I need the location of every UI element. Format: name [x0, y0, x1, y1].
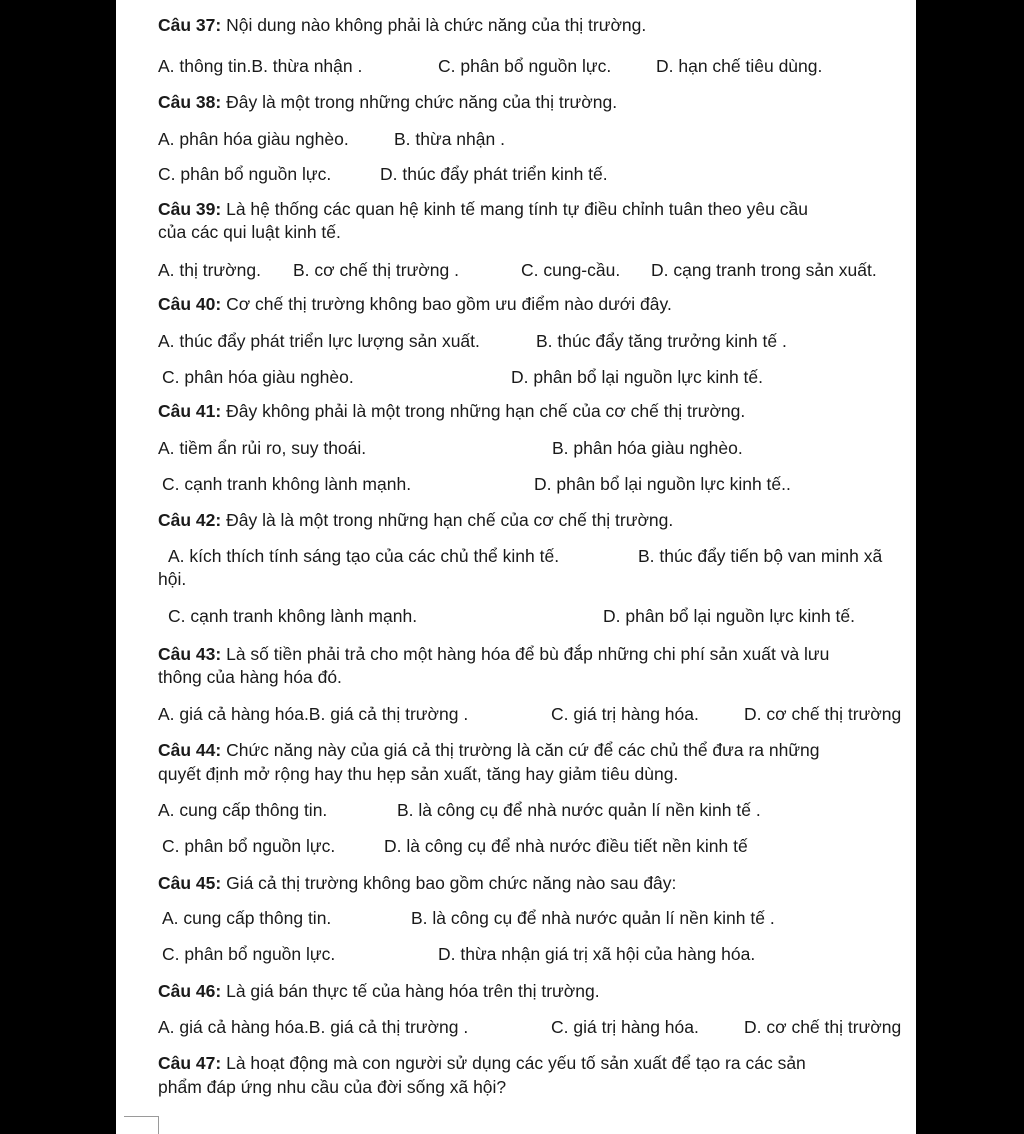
option-d: D. thúc đẩy phát triển kinh tế.	[380, 164, 608, 184]
question-47-stem-cont: phẩm đáp ứng nhu cầu của đời sống xã hội?	[158, 1077, 507, 1097]
option-d: D. hạn chế tiêu dùng.	[656, 56, 823, 76]
option-c: C. giá trị hàng hóa.	[551, 1017, 699, 1037]
question-42-options-row2	[116, 605, 916, 627]
question-number: Câu 44:	[158, 740, 222, 760]
option-b: B. thừa nhận .	[394, 129, 505, 149]
option-d: D. phân bổ lại nguồn lực kinh tế.	[511, 367, 764, 387]
question-39-stem-cont: của các qui luật kinh tế.	[158, 222, 341, 242]
question-text: Đây không phải là một trong những hạn chế của cơ chế thị trường.	[221, 401, 746, 421]
question-text: Giá cả thị trường không bao gồm chức năng nào sau đây:	[221, 873, 677, 893]
option-c: C. phân bổ nguồn lực.	[158, 164, 332, 184]
question-text: Là hoạt động mà con người sử dụng các yếu tố sản xuất để tạo ra các sản	[221, 1053, 806, 1073]
question-46-stem	[158, 980, 600, 1002]
option-a: A. kích thích tính sáng tạo của các chủ thể kinh tế.	[168, 546, 560, 566]
option-b: B. là công cụ để nhà nước quản lí nền kinh tế .	[397, 800, 761, 820]
question-37-stem	[158, 14, 646, 36]
option-b: B. thúc đẩy tăng trưởng kinh tế .	[536, 331, 787, 351]
question-number: Câu 40:	[158, 294, 222, 314]
question-number: Câu 47:	[158, 1053, 222, 1073]
option-a: A. tiềm ẩn rủi ro, suy thoái.	[158, 438, 367, 458]
question-41-options-row2	[116, 473, 916, 495]
question-number: Câu 45:	[158, 873, 222, 893]
option-a: A. cung cấp thông tin.	[158, 800, 328, 820]
option-a-b: A. giá cả hàng hóa.B. giá cả thị trường .	[158, 704, 469, 724]
option-d: D. phân bổ lại nguồn lực kinh tế.	[603, 606, 856, 626]
question-42-stem	[158, 509, 673, 531]
question-40-options-row2	[116, 366, 916, 388]
question-text: Đây là là một trong những hạn chế của cơ chế thị trường.	[221, 510, 674, 530]
question-38-options-row2	[116, 163, 916, 185]
question-43-stem-cont: thông của hàng hóa đó.	[158, 667, 342, 687]
question-text: Là hệ thống các quan hệ kinh tế mang tính tự điều chỉnh tuân theo yêu cầu	[221, 199, 808, 219]
option-c: C. phân hóa giàu nghèo.	[162, 367, 354, 387]
question-41-stem	[158, 400, 745, 422]
question-46-options	[116, 1016, 916, 1038]
question-41-options-row1	[116, 437, 916, 459]
option-a: A. thúc đẩy phát triển lực lượng sản xuất.	[158, 331, 480, 351]
option-c: C. cạnh tranh không lành mạnh.	[162, 474, 412, 494]
option-c: C. phân bổ nguồn lực.	[162, 944, 336, 964]
option-d: D. phân bổ lại nguồn lực kinh tế..	[534, 474, 791, 494]
document-page	[116, 0, 916, 1134]
question-42-options-row1	[116, 545, 916, 567]
question-40-stem	[158, 293, 672, 315]
option-c: C. cạnh tranh không lành mạnh.	[168, 606, 418, 626]
question-number: Câu 42:	[158, 510, 222, 530]
option-c: C. cung-cầu.	[521, 260, 621, 280]
question-44-stem	[158, 739, 820, 761]
question-text: Cơ chế thị trường không bao gồm ưu điểm nào dưới đây.	[221, 294, 672, 314]
option-b: B. thúc đẩy tiến bộ van minh xã	[638, 546, 883, 566]
option-a-b: A. giá cả hàng hóa.B. giá cả thị trường .	[158, 1017, 469, 1037]
question-text: Là giá bán thực tế của hàng hóa trên thị trường.	[221, 981, 600, 1001]
question-text: Đây là một trong những chức năng của thị trường.	[221, 92, 618, 112]
option-d: D. cơ chế thị trường	[744, 704, 902, 724]
option-b: B. cơ chế thị trường .	[293, 260, 459, 280]
question-43-options	[116, 703, 916, 725]
option-c: C. phân bổ nguồn lực.	[438, 56, 612, 76]
page-corner-mark	[124, 1116, 159, 1134]
question-text: Nội dung nào không phải là chức năng của thị trường.	[221, 15, 647, 35]
question-44-options-row2	[116, 835, 916, 857]
question-number: Câu 38:	[158, 92, 222, 112]
option-d: D. thừa nhận giá trị xã hội của hàng hóa.	[438, 944, 756, 964]
question-40-options-row1	[116, 330, 916, 352]
option-a: A. phân hóa giàu nghèo.	[158, 129, 349, 149]
question-38-options-row1	[116, 128, 916, 150]
question-number: Câu 37:	[158, 15, 222, 35]
option-b: B. phân hóa giàu nghèo.	[552, 438, 743, 458]
question-39-stem	[158, 198, 808, 220]
option-d: D. cơ chế thị trường	[744, 1017, 902, 1037]
question-43-stem	[158, 643, 829, 665]
question-text: Chức năng này của giá cả thị trường là căn cứ để các chủ thể đưa ra những	[221, 740, 820, 760]
question-number: Câu 39:	[158, 199, 222, 219]
option-a: A. thị trường.	[158, 260, 261, 280]
question-37-options	[116, 55, 916, 77]
question-39-options	[116, 259, 916, 281]
option-b-wrap: hội.	[158, 569, 187, 589]
question-44-options-row1	[116, 799, 916, 821]
question-47-stem	[158, 1052, 806, 1074]
question-45-options-row2	[116, 943, 916, 965]
question-number: Câu 41:	[158, 401, 222, 421]
question-number: Câu 43:	[158, 644, 222, 664]
option-c: C. phân bổ nguồn lực.	[162, 836, 336, 856]
option-d: D. là công cụ để nhà nước điều tiết nền kinh tế	[384, 836, 748, 856]
option-b: B. là công cụ để nhà nước quản lí nền kinh tế .	[411, 908, 775, 928]
question-44-stem-cont: quyết định mở rộng hay thu hẹp sản xuất, tăng hay giảm tiêu dùng.	[158, 764, 679, 784]
question-45-stem	[158, 872, 676, 894]
question-text: Là số tiền phải trả cho một hàng hóa để bù đắp những chi phí sản xuất và lưu	[221, 644, 830, 664]
question-45-options-row1	[116, 907, 916, 929]
question-38-stem	[158, 91, 617, 113]
option-d: D. cạng tranh trong sản xuất.	[651, 260, 877, 280]
option-a-b: A. thông tin.B. thừa nhận .	[158, 56, 363, 76]
option-c: C. giá trị hàng hóa.	[551, 704, 699, 724]
question-number: Câu 46:	[158, 981, 222, 1001]
option-a: A. cung cấp thông tin.	[162, 908, 332, 928]
